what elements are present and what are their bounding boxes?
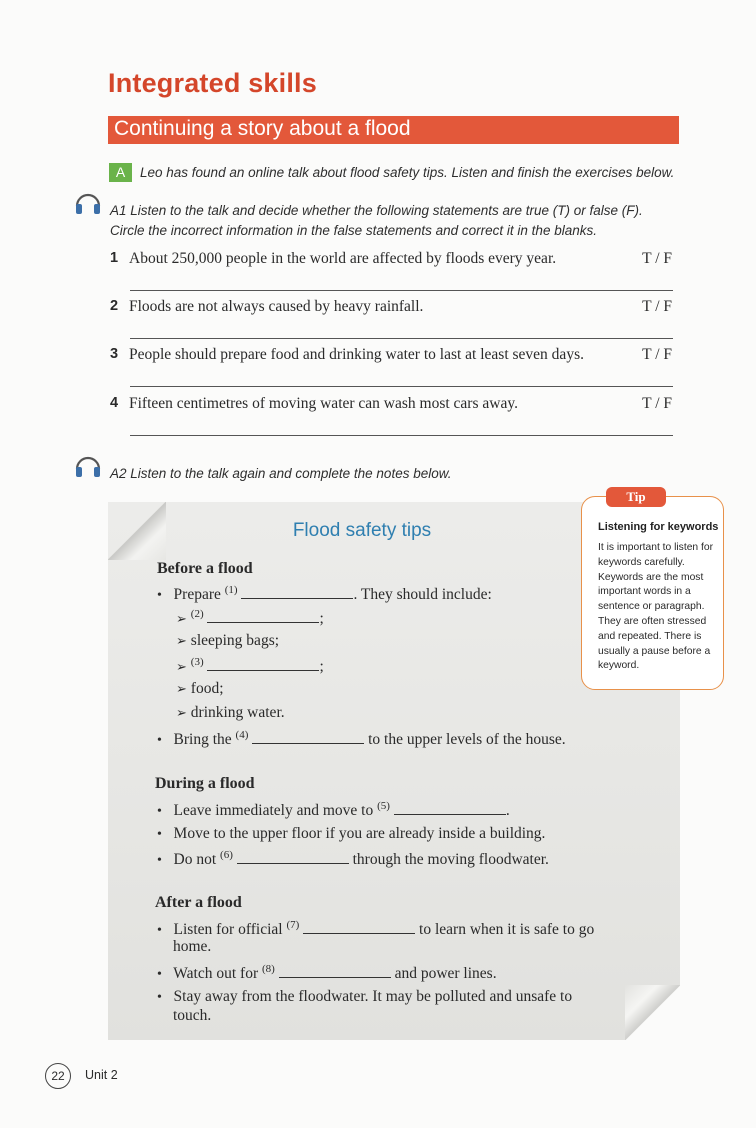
sub-item: ➢ drinking water. [176,704,285,721]
answer-line[interactable] [130,338,673,339]
arrow-icon: ➢ [176,659,187,675]
arrow-icon: ➢ [176,705,187,720]
part-a-instruction: Leo has found an online talk about flood safety tips. Listen and finish the exercises below. [140,165,675,180]
card-title: Flood safety tips [292,520,432,541]
arrow-icon: ➢ [176,611,187,627]
a1-instruction-line1: A1 Listen to the talk and decide whether the following statements are true (T) or false (F). [110,203,643,218]
arrow-icon: ➢ [176,633,187,648]
blank-5[interactable] [394,800,506,815]
statement-number: 1 [110,250,119,266]
list-item: • Bring the $^{(4)}$ to the upper levels of the house. [157,729,566,749]
bullet: • [157,804,162,820]
list-item-continuation: touch. [173,1007,212,1024]
bullet: • [157,990,162,1005]
part-a-badge: A [109,163,132,182]
statement-number: 2 [110,298,119,314]
answer-line[interactable] [130,290,673,291]
a1-instruction-line2: Circle the incorrect information in the false statements and correct it in the blanks. [110,223,597,238]
sub-item: ➢ $^{(2)}$ ; [176,608,324,628]
tip-tab: Tip [606,487,666,507]
list-item: • Watch out for $^{(8)}$ and power lines. [157,963,497,983]
headphones-icon[interactable] [73,188,103,218]
after-heading: After a flood [155,894,242,911]
bullet: • [157,923,162,939]
statement-text: Fifteen centimetres of moving water can wash most cars away. [129,395,518,412]
list-item: • Stay away from the floodwater. It may be polluted and unsafe to [157,988,573,1005]
statement-number: 4 [110,395,119,411]
list-item: • Do not $^{(6)}$ through the moving floodwater. [157,849,549,869]
arrow-icon: ➢ [176,681,187,696]
blank-4[interactable] [252,729,364,744]
list-item: • Prepare $^{(1)}$ . They should include: [157,584,492,604]
blank-2[interactable] [207,608,319,623]
statement-number: 3 [110,346,119,362]
statement-text: Floods are not always caused by heavy rainfall. [129,298,424,315]
subtitle-text: Continuing a story about a flood [114,117,411,140]
list-item: • Move to the upper floor if you are already inside a building. [157,825,546,842]
answer-line[interactable] [130,386,673,387]
before-heading: Before a flood [157,560,253,577]
statement-text: About 250,000 people in the world are affected by floods every year. [129,250,557,267]
blank-3[interactable] [207,656,319,671]
true-false-choice[interactable]: T / F [642,395,672,412]
list-item-continuation: home. [173,938,212,955]
tip-body: It is important to listen for keywords carefully. Keywords are the most important words in a sentence or paragraph. They are often stressed and repeated. There is usually a pause before a keyword. [598,542,714,672]
page-curl-bottom [625,985,680,1040]
sub-item: ➢ $^{(3)}$ ; [176,656,324,676]
answer-line[interactable] [130,435,673,436]
sub-item: ➢ sleeping bags; [176,632,280,649]
blank-6[interactable] [237,849,349,864]
during-heading: During a flood [155,775,255,792]
bullet: • [157,588,162,604]
list-item: • Listen for official $^{(7)}$ to learn when it is safe to go [157,919,595,939]
bullet: • [157,967,162,983]
section-title: Integrated skills [108,68,317,98]
a1-instruction [110,201,680,241]
subtitle-bar [108,116,679,144]
statement-text: People should prepare food and drinking water to last at least seven days. [129,346,584,363]
page-number: 22 [45,1063,71,1089]
blank-1[interactable] [241,584,353,599]
bullet: • [157,733,162,749]
a2-instruction: A2 Listen to the talk again and complete the notes below. [110,466,452,481]
tip-heading: Listening for keywords [598,521,719,533]
true-false-choice[interactable]: T / F [642,346,672,363]
true-false-choice[interactable]: T / F [642,250,672,267]
sub-item: ➢ food; [176,680,224,697]
bullet: • [157,853,162,869]
bullet: • [157,827,162,842]
unit-label: Unit 2 [85,1068,118,1082]
list-item: • Leave immediately and move to $^{(5)}$ . [157,800,510,820]
true-false-choice[interactable]: T / F [642,298,672,315]
blank-8[interactable] [279,963,391,978]
blank-7[interactable] [303,919,415,934]
headphones-icon[interactable] [73,451,103,481]
